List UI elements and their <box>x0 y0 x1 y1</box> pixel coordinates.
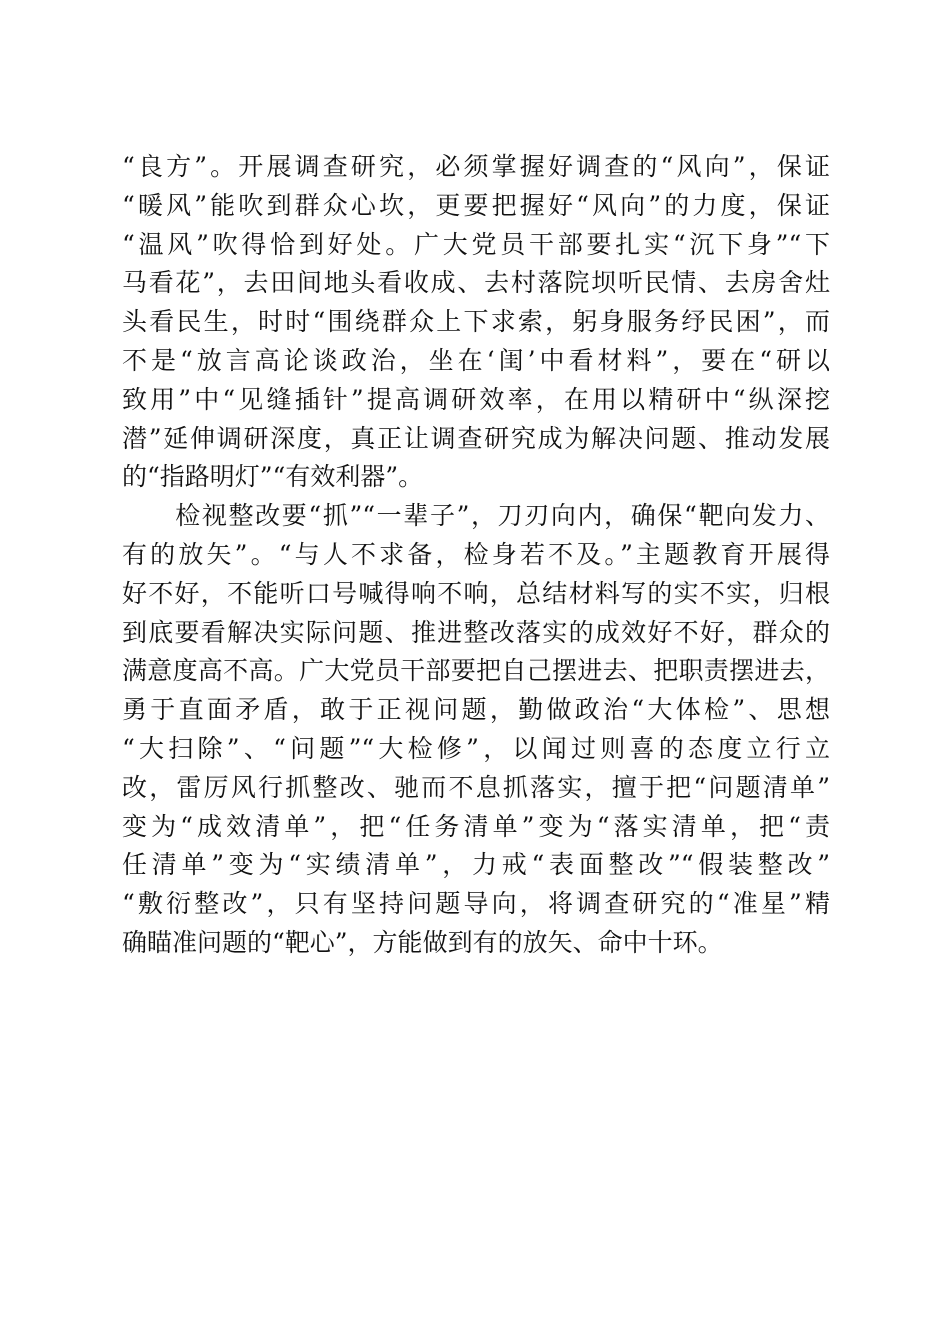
text-line: 到底要看解决实际问题、推进整改落实的成效好不好，群众的 <box>122 617 830 647</box>
paragraph-2 <box>122 497 830 963</box>
text-line: 的“指路明灯”“有效利器”。 <box>122 462 424 492</box>
text-line: “温风”吹得恰到好处。广大党员干部要扎实“沉下身”“下 <box>122 229 830 259</box>
text-line: 致用”中“见缝插针”提高调研效率，在用以精研中“纵深挖 <box>122 384 830 414</box>
text-line: “大扫除”、“问题”“大检修”，以闻过则喜的态度立行立 <box>122 733 830 763</box>
text-line: 满意度高不高。广大党员干部要把自己摆进去、把职责摆进去， <box>122 656 830 686</box>
text-line: 马看花”，去田间地头看收成、去村落院坝听民情、去房舍灶 <box>122 268 830 298</box>
text-line: 不是“放言高论谈政治，坐在‘闺’中看材料”，要在“研以 <box>122 345 830 375</box>
text-line: 检视整改要“抓”“一辈子”，刀刃向内，确保“靶向发力、 <box>122 501 830 531</box>
paragraph-1 <box>122 148 830 497</box>
text-line: 有的放矢”。“与人不求备，检身若不及。”主题教育开展得 <box>122 539 830 569</box>
text-line: 变为“成效清单”，把“任务清单”变为“落实清单，把“责 <box>122 811 830 841</box>
text-line: 任清单”变为“实绩清单”，力戒“表面整改”“假装整改” <box>122 850 830 880</box>
text-line: “暖风”能吹到群众心坎，更要把握好“风向”的力度，保证 <box>122 190 830 220</box>
text-line: 潜”延伸调研深度，真正让调查研究成为解决问题、推动发展 <box>122 423 830 453</box>
body-text <box>122 148 830 963</box>
text-line: 好不好，不能听口号喊得响不响，总结材料写的实不实，归根 <box>122 578 830 608</box>
text-line: “良方”。开展调查研究，必须掌握好调查的“风向”，保证 <box>122 152 830 181</box>
text-line: 勇于直面矛盾，敢于正视问题，勤做政治“大体检”、思想 <box>122 695 830 725</box>
text-line: “敷衍整改”，只有坚持问题导向，将调查研究的“准星”精 <box>122 889 830 919</box>
text-line: 确瞄准问题的“靶心”，方能做到有的放矢、命中十环。 <box>122 927 723 957</box>
text-line: 头看民生，时时“围绕群众上下求索，躬身服务纾民困”，而 <box>122 307 830 337</box>
text-line: 改，雷厉风行抓整改、驰而不息抓落实，擅于把“问题清单” <box>122 772 830 802</box>
